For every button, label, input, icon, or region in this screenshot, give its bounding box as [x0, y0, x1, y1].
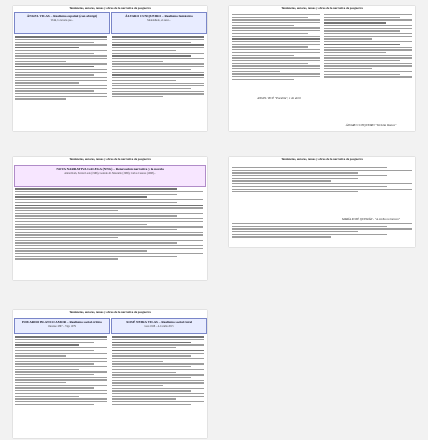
- page-header: Tendencias, autores, temas y obras de la narrativa de posguerra: [281, 157, 363, 161]
- signature-left: ANGEL VICÉ "Pocalila", 1 de abril: [257, 96, 301, 100]
- box-subtitle: Vidal, la novela que...: [50, 19, 74, 22]
- box-title: XOSÉ NEIRA VILAS – Realismo social rural: [125, 320, 193, 324]
- text-column-right: [324, 14, 412, 79]
- text-column-right: [112, 36, 204, 99]
- signature-right: ÁLVARO CUNQUEIRO "Tertulia blanca": [345, 123, 397, 127]
- document-page-2: [229, 6, 415, 131]
- page-header: Tendencias, autores, temas y obras de la narrativa de posguerra: [69, 6, 151, 10]
- author-box-cunqueiro: [111, 12, 207, 34]
- page-header: Tendencias, autores, temas y obras de la narrativa de posguerra: [281, 6, 363, 10]
- author-box-nng: [14, 165, 206, 187]
- text-body-bottom: [232, 223, 412, 239]
- page-header: Tendencias, autores, temas y obras de la narrativa de posguerra: [69, 157, 151, 161]
- box-subtitle: Antón Rom, Xavier Lado (1966), Gonzalo R. Mourullo (1968), Carlos Casares (1968)...: [64, 172, 156, 175]
- document-page-1: [13, 6, 207, 131]
- text-column-left: [15, 336, 107, 406]
- document-page-5: [13, 310, 207, 438]
- text-column-left: [15, 36, 107, 101]
- text-column-left: [232, 14, 320, 81]
- box-title: EDUARDO BLANCO AMOR – Realismo social crítico: [22, 320, 102, 324]
- box-title: NOVA NARRATIVA GALEGA (NNG) – Renovación narrativa y la novela: [56, 167, 164, 171]
- page-header: Tendencias, autores, temas y obras de la narrativa de posguerra: [69, 310, 151, 314]
- signature: MARÍA XOSÉ QUEIZÁN - "A orella no buraco": [341, 217, 401, 221]
- author-box-neira-vilas: [111, 318, 207, 334]
- text-body-top: [232, 167, 412, 194]
- box-title: ÁLVARO CUNQUEIRO – Realismo fantástico: [125, 14, 193, 18]
- text-body: [15, 188, 203, 261]
- box-subtitle: Mondoñedo, el autor...: [147, 19, 171, 22]
- document-page-4: [229, 157, 415, 247]
- author-box-blanco-amor: [14, 318, 110, 334]
- document-page-3: [13, 157, 207, 280]
- box-title: ÁNGEL VILAS – Realismo español (con abrégé): [26, 14, 98, 18]
- text-column-right: [112, 336, 204, 406]
- box-subtitle: Gres 1928 – A Coruña 2015: [144, 325, 174, 328]
- box-subtitle: Ourense 1897 – Vigo 1979: [48, 325, 76, 328]
- author-box-vilas: [14, 12, 110, 34]
